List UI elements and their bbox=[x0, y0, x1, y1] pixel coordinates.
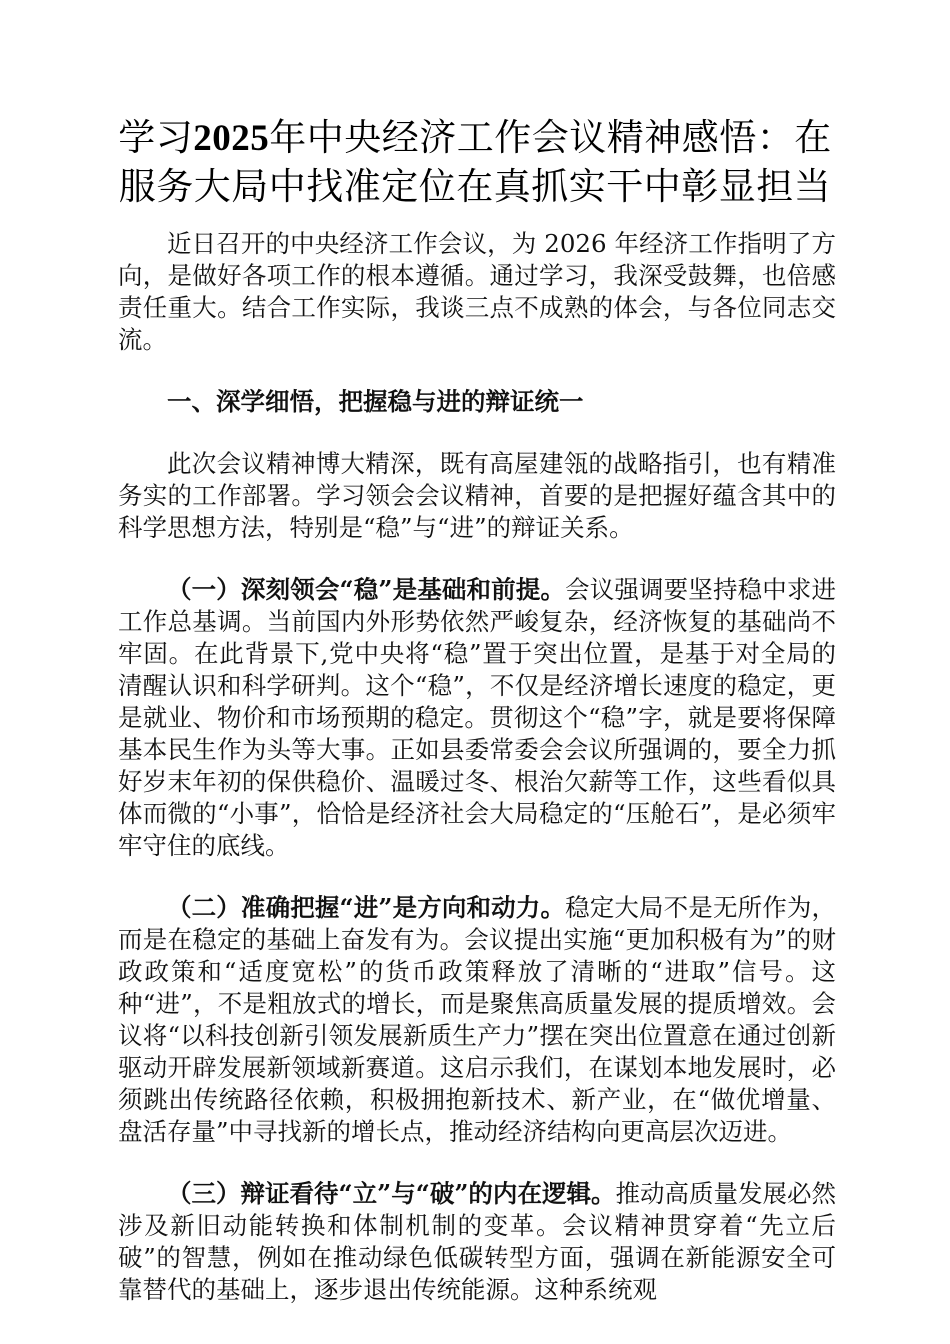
intro-paragraph: 近日召开的中央经济工作会议，为 2026 年经济工作指明了方向，是做好各项工作的根本遵循。通过学习，我深受鼓舞，也倍感责任重大。结合工作实际，我谈三点不成熟的体会，与各位同志交流。 bbox=[118, 229, 836, 354]
document-title bbox=[100, 114, 850, 211]
title-rest: 年中央经济工作会议精神感悟：在服务大局中找准定位在真抓实干中彰显担当 bbox=[118, 116, 832, 208]
point-one-paragraph bbox=[118, 574, 836, 862]
point-three-text: 推动高质量发展必然涉及新旧动能转换和体制机制的变革。会议精神贯穿着“先立后破”的智慧，例如在推动绿色低碳转型方面，强调在新能源安全可靠替代的基础上，逐步退出传统能源。这种系统观 bbox=[118, 1179, 837, 1304]
point-two-paragraph bbox=[118, 892, 836, 1148]
point-two-lead: （二）准确把握“进”是方向和动力。 bbox=[167, 893, 566, 922]
point-three-paragraph bbox=[118, 1178, 836, 1306]
title-year: 2025 bbox=[193, 118, 270, 159]
point-one-lead: （一）深刻领会“稳”是基础和前提。 bbox=[167, 575, 566, 604]
title-prefix: 学习 bbox=[118, 116, 194, 159]
point-two-text: 稳定大局不是无所作为，而是在稳定的基础上奋发有为。会议提出实施“更加积极有为”的财政政策和“适度宽松”的货币政策释放了清晰的“进取”信号。这种“进”，不是粗放式的增长，而是聚焦高质量发展的提质增效。会议将“以科技创新引领发展新质生产力”摆在突出位置意在通过创新驱动开辟发展新领域新赛道。这启示我们，在谋划本地发展时，必须跳出传统路径依赖，积极拥抱新技术、新产业，在“做优增量、盘活存量”中寻找新的增长点，推动经济结构向更高层次迈进。 bbox=[118, 893, 837, 1146]
section-intro-paragraph: 此次会议精神博大精深，既有高屋建瓴的战略指引，也有精准务实的工作部署。学习领会会议精神，首要的是把握好蕴含其中的科学思想方法，特别是“稳”与“进”的辩证关系。 bbox=[118, 449, 836, 542]
section-heading: 一、深学细悟，把握稳与进的辩证统一 bbox=[167, 387, 584, 416]
document-body bbox=[118, 228, 836, 1306]
point-one-text: 会议强调要坚持稳中求进工作总基调。当前国内外形势依然严峻复杂，经济恢复的基础尚不牢固。在此背景下,党中央将“稳”置于突出位置，是基于对全局的清醒认识和科学研判。这个“稳”，不仅是经济增长速度的稳定，更是就业、物价和市场预期的稳定。贯彻这个“稳”字，就是要将保障基本民生作为头等大事。正如县委常委会会议所强调的，要全力抓好岁末年初的保供稳价、温暖过冬、根治欠薪等工作，这些看似具体而微的“小事”，恰恰是经济社会大局稳定的“压舱石”，是必须牢牢守住的底线。 bbox=[118, 575, 837, 860]
point-three-lead: （三）辩证看待“立”与“破”的内在逻辑。 bbox=[167, 1179, 616, 1208]
